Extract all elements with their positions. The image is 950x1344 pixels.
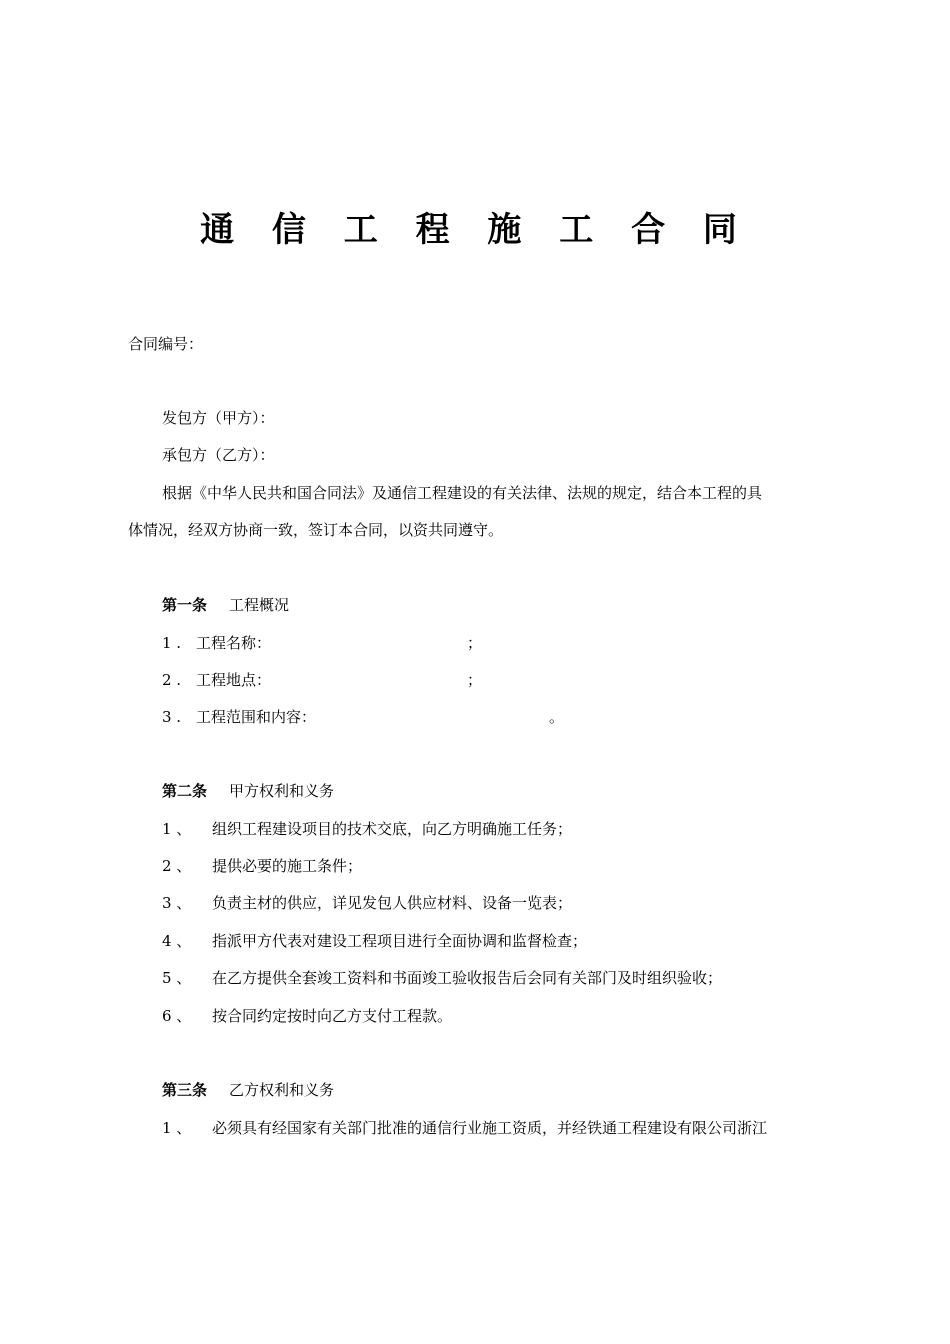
- article-3-title: 乙方权利和义务: [229, 1081, 335, 1099]
- document-title: 通 信 工 程 施 工 合 同: [200, 210, 750, 250]
- article-2-item-2: [162, 855, 362, 877]
- article-2-item-1: [162, 818, 572, 840]
- article-1-item-3: [162, 706, 564, 728]
- party-a-label: 发包方（甲方）：: [162, 409, 275, 427]
- item-text: 必须具有经国家有关部门批准的通信行业施工资质，并经铁通工程建设有限公司浙江: [212, 1119, 768, 1137]
- item-end: 。: [549, 708, 565, 726]
- article-1-title: 工程概况: [229, 596, 290, 614]
- article-1-item-2: [162, 669, 482, 691]
- contract-number-label: 合同编号：: [128, 335, 204, 353]
- article-3-number: 第三条: [162, 1081, 208, 1099]
- article-1-heading: [162, 594, 289, 616]
- item-number: 3 、: [162, 894, 192, 912]
- item-text: 按合同约定按时向乙方支付工程款。: [212, 1007, 453, 1025]
- item-end: ；: [467, 671, 483, 689]
- item-number: 1 、: [162, 820, 192, 838]
- article-1-item-1: [162, 632, 482, 654]
- article-2-number: 第二条: [162, 782, 208, 800]
- item-number: 5 、: [162, 969, 192, 987]
- article-2-title: 甲方权利和义务: [229, 782, 335, 800]
- item-label: 工程名称：: [196, 634, 272, 652]
- item-number: 1 、: [162, 1119, 192, 1137]
- article-2-heading: [162, 780, 334, 802]
- item-text: 指派甲方代表对建设工程项目进行全面协调和监督检查；: [212, 932, 588, 950]
- item-number: 4 、: [162, 932, 192, 950]
- article-2-item-5: [162, 967, 722, 989]
- item-label: 工程地点：: [196, 671, 272, 689]
- party-b-label: 承包方（乙方）：: [162, 446, 275, 464]
- preamble-line-1: 根据《中华人民共和国合同法》及通信工程建设的有关法律、法规的规定，结合本工程的具: [162, 484, 763, 502]
- item-number: 6 、: [162, 1007, 192, 1025]
- preamble-line-2: 体情况，经双方协商一致，签订本合同，以资共同遵守。: [128, 521, 504, 539]
- item-number: 2 、: [162, 857, 192, 875]
- item-label: 工程范围和内容：: [196, 708, 317, 726]
- article-2-item-4: [162, 930, 587, 952]
- item-text: 在乙方提供全套竣工资料和书面竣工验收报告后会同有关部门及时组织验收；: [212, 969, 723, 987]
- item-number: 3 .: [162, 708, 182, 726]
- item-text: 负责主材的供应，详见发包人供应材料、设备一览表；: [212, 894, 573, 912]
- article-3-item-1: [162, 1117, 767, 1139]
- item-number: 2 .: [162, 671, 182, 689]
- article-2-item-6: [162, 1005, 452, 1027]
- item-end: ；: [467, 634, 483, 652]
- item-number: 1 .: [162, 634, 182, 652]
- article-1-number: 第一条: [162, 596, 208, 614]
- item-text: 提供必要的施工条件；: [212, 857, 363, 875]
- item-text: 组织工程建设项目的技术交底，向乙方明确施工任务；: [212, 820, 573, 838]
- article-3-heading: [162, 1079, 334, 1101]
- article-2-item-3: [162, 892, 572, 914]
